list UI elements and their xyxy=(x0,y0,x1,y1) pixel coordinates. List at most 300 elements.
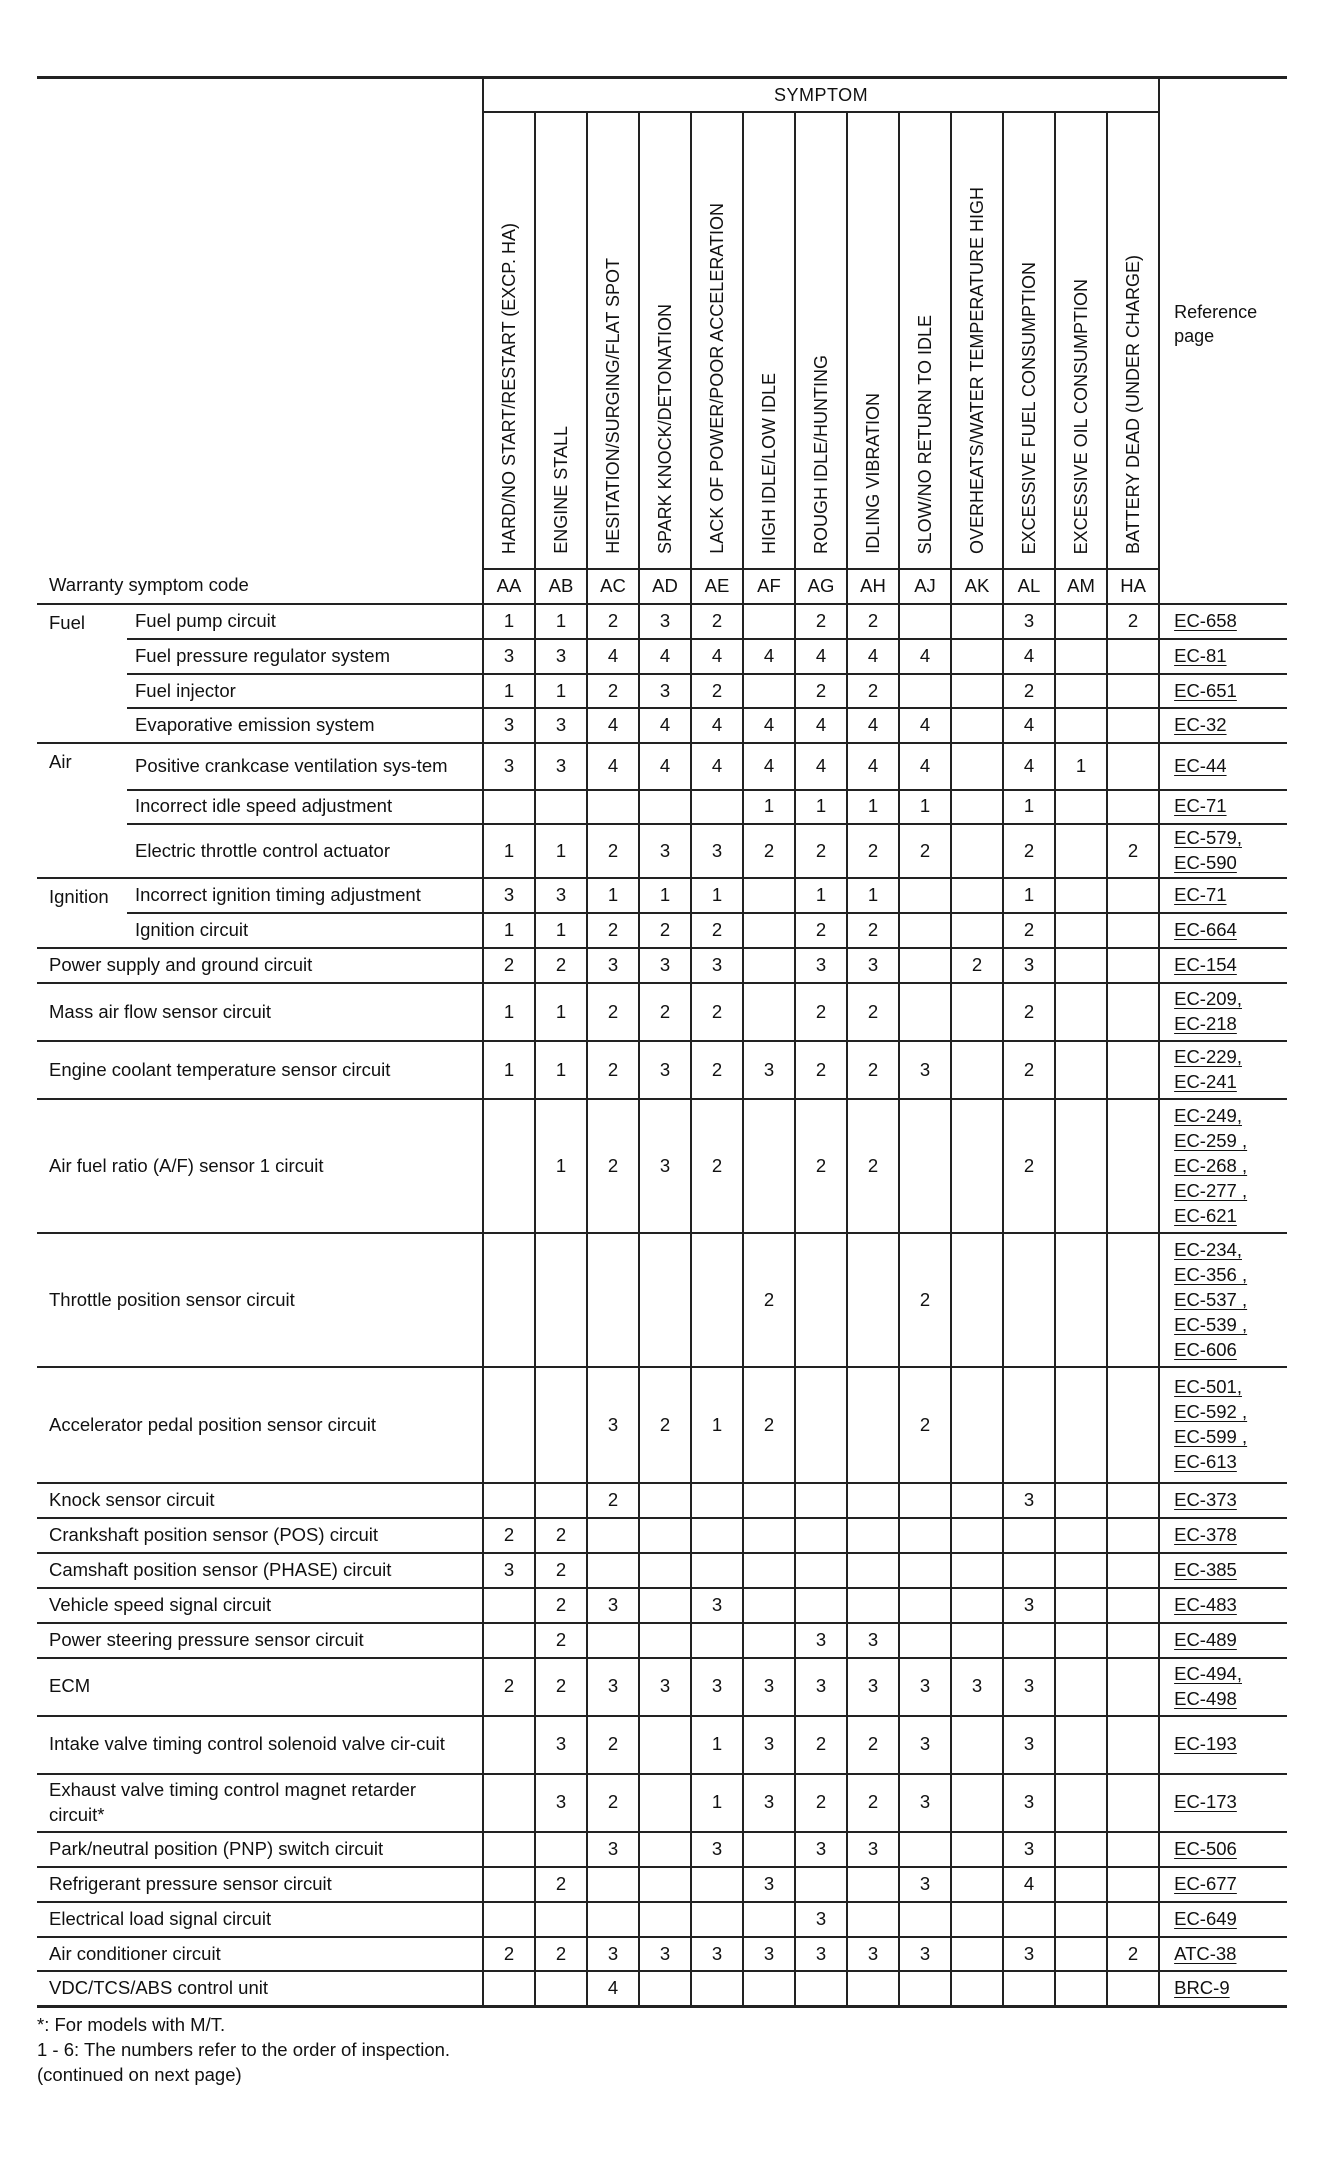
priority-cell: 4 xyxy=(587,639,639,674)
reference-cell xyxy=(1159,1774,1287,1832)
reference-cell xyxy=(1159,983,1287,1041)
reference-link[interactable]: EC-590 xyxy=(1174,852,1237,873)
priority-cell xyxy=(639,1832,691,1867)
priority-cell xyxy=(951,1367,1003,1483)
priority-cell: 2 xyxy=(847,1099,899,1233)
item-name: Positive crankcase ventilation sys-tem xyxy=(127,743,483,789)
table-row xyxy=(37,824,1287,879)
priority-cell: 3 xyxy=(899,1658,951,1716)
priority-cell xyxy=(483,1623,535,1658)
reference-link[interactable]: EC-677 xyxy=(1174,1872,1237,1894)
priority-cell: 3 xyxy=(535,1774,587,1832)
priority-cell xyxy=(1003,1623,1055,1658)
reference-cell xyxy=(1159,824,1287,879)
ref-blank xyxy=(1159,569,1287,604)
priority-cell xyxy=(743,1483,795,1518)
table-row xyxy=(37,1367,1287,1483)
priority-cell xyxy=(1107,1716,1159,1774)
priority-cell: 2 xyxy=(847,1716,899,1774)
priority-cell xyxy=(899,948,951,983)
priority-cell: 1 xyxy=(483,604,535,639)
priority-cell: 2 xyxy=(847,1041,899,1099)
priority-cell: 2 xyxy=(1003,1041,1055,1099)
reference-cell xyxy=(1159,913,1287,948)
priority-cell xyxy=(483,1483,535,1518)
priority-cell: 3 xyxy=(795,1658,847,1716)
priority-cell xyxy=(535,1483,587,1518)
priority-cell xyxy=(1107,1518,1159,1553)
priority-cell xyxy=(1107,1367,1159,1483)
priority-cell xyxy=(483,1902,535,1937)
priority-cell: 2 xyxy=(483,1518,535,1553)
reference-link[interactable]: BRC-9 xyxy=(1174,1977,1230,1999)
priority-cell xyxy=(587,790,639,824)
priority-cell: 2 xyxy=(1003,674,1055,709)
priority-cell xyxy=(795,1367,847,1483)
warranty-code: AG xyxy=(795,569,847,604)
priority-cell: 2 xyxy=(1107,1937,1159,1972)
reference-link[interactable]: EC-154 xyxy=(1174,954,1237,976)
priority-cell xyxy=(951,674,1003,709)
reference-cell xyxy=(1159,1658,1287,1716)
priority-cell xyxy=(1107,1099,1159,1233)
group-fuel: Fuel xyxy=(37,604,127,743)
priority-cell: 3 xyxy=(847,1832,899,1867)
table-row xyxy=(37,1623,1287,1658)
priority-cell: 1 xyxy=(847,878,899,913)
footnote-numbers: 1 - 6: The numbers refer to the order of inspection. xyxy=(37,2039,451,2060)
priority-cell: 3 xyxy=(639,1937,691,1972)
footnote-mt: *: For models with M/T. xyxy=(37,2014,226,2035)
priority-cell: 2 xyxy=(535,1658,587,1716)
priority-cell: 1 xyxy=(691,1367,743,1483)
table-row xyxy=(37,1937,1287,1972)
priority-cell xyxy=(951,1716,1003,1774)
table-row xyxy=(37,1099,1287,1233)
reference-link[interactable]: EC-241 xyxy=(1174,1071,1237,1093)
priority-cell xyxy=(899,1588,951,1623)
reference-link[interactable]: EC-373 xyxy=(1174,1489,1237,1511)
item-name: Incorrect idle speed adjustment xyxy=(127,790,483,824)
priority-cell: 3 xyxy=(535,878,587,913)
reference-cell xyxy=(1159,948,1287,983)
warranty-code: AB xyxy=(535,569,587,604)
symptom-col-11 xyxy=(1055,112,1107,569)
warranty-code: AK xyxy=(951,569,1003,604)
symptom-label: LACK OF POWER/POOR ACCELERATION xyxy=(706,203,727,554)
priority-cell xyxy=(535,790,587,824)
priority-cell xyxy=(639,1902,691,1937)
priority-cell xyxy=(691,1233,743,1367)
reference-cell xyxy=(1159,1233,1287,1367)
priority-cell: 2 xyxy=(587,1716,639,1774)
priority-cell: 2 xyxy=(847,913,899,948)
table-row xyxy=(37,790,1287,824)
priority-cell xyxy=(951,1971,1003,2006)
priority-cell xyxy=(1055,1099,1107,1233)
priority-cell: 3 xyxy=(691,1658,743,1716)
reference-link[interactable]: EC-81 xyxy=(1174,644,1227,666)
priority-cell xyxy=(1107,1623,1159,1658)
warranty-row xyxy=(37,569,1287,604)
priority-cell xyxy=(951,743,1003,789)
priority-cell: 2 xyxy=(587,824,639,879)
item-name: Air conditioner circuit xyxy=(37,1937,483,1972)
reference-link[interactable]: EC-385 xyxy=(1174,1559,1237,1581)
reference-cell xyxy=(1159,1971,1287,2006)
warranty-code: AC xyxy=(587,569,639,604)
priority-cell: 2 xyxy=(795,1099,847,1233)
priority-cell xyxy=(951,604,1003,639)
symptom-label: HARD/NO START/RESTART (EXCP. HA) xyxy=(498,222,519,554)
priority-cell: 2 xyxy=(691,913,743,948)
priority-cell: 2 xyxy=(743,824,795,879)
item-name: Exhaust valve timing control magnet retarder circuit* xyxy=(37,1774,483,1832)
priority-cell xyxy=(1107,639,1159,674)
priority-cell: 1 xyxy=(535,604,587,639)
reference-link[interactable]: EC-489 xyxy=(1174,1628,1237,1650)
table-row xyxy=(37,1832,1287,1867)
priority-cell xyxy=(535,1902,587,1937)
priority-cell xyxy=(1055,790,1107,824)
table-row xyxy=(37,1716,1287,1774)
reference-link[interactable]: EC-592 , xyxy=(1174,1401,1248,1423)
reference-cell xyxy=(1159,1623,1287,1658)
symptom-col-4 xyxy=(691,112,743,569)
priority-cell: 3 xyxy=(691,1588,743,1623)
priority-cell xyxy=(1055,1867,1107,1902)
priority-cell xyxy=(535,1832,587,1867)
priority-cell: 2 xyxy=(483,1658,535,1716)
priority-cell xyxy=(951,983,1003,1041)
priority-cell: 4 xyxy=(1003,743,1055,789)
symptom-col-1 xyxy=(535,112,587,569)
item-name: VDC/TCS/ABS control unit xyxy=(37,1971,483,2006)
priority-cell: 3 xyxy=(1003,1774,1055,1832)
priority-cell xyxy=(483,1971,535,2006)
priority-cell: 1 xyxy=(535,913,587,948)
priority-cell: 3 xyxy=(535,708,587,743)
priority-cell xyxy=(743,1553,795,1588)
priority-cell: 3 xyxy=(847,1623,899,1658)
priority-cell: 3 xyxy=(483,708,535,743)
symptom-label: ENGINE STALL xyxy=(550,426,571,554)
priority-cell: 2 xyxy=(535,1553,587,1588)
table-row xyxy=(37,1971,1287,2006)
item-name: Accelerator pedal position sensor circuit xyxy=(37,1367,483,1483)
reference-link[interactable]: EC-218 xyxy=(1174,1013,1237,1035)
priority-cell: 3 xyxy=(1003,1937,1055,1972)
priority-cell xyxy=(951,1233,1003,1367)
priority-cell xyxy=(1003,1553,1055,1588)
item-name: Electrical load signal circuit xyxy=(37,1902,483,1937)
priority-cell xyxy=(847,1233,899,1367)
priority-cell xyxy=(639,1553,691,1588)
priority-cell: 2 xyxy=(795,604,847,639)
priority-cell: 2 xyxy=(587,1099,639,1233)
table-row xyxy=(37,1041,1287,1099)
priority-cell xyxy=(795,1233,847,1367)
priority-cell: 3 xyxy=(1003,1832,1055,1867)
priority-cell xyxy=(1107,674,1159,709)
table-row xyxy=(37,983,1287,1041)
symptom-label: EXCESSIVE OIL CONSUMPTION xyxy=(1070,278,1091,554)
priority-cell: 3 xyxy=(1003,948,1055,983)
priority-cell xyxy=(691,790,743,824)
priority-cell: 3 xyxy=(691,1937,743,1972)
priority-cell: 1 xyxy=(535,1099,587,1233)
priority-cell: 1 xyxy=(691,1774,743,1832)
priority-cell xyxy=(951,1832,1003,1867)
priority-cell: 3 xyxy=(1003,1483,1055,1518)
priority-cell: 4 xyxy=(795,639,847,674)
reference-link[interactable]: EC-268 , xyxy=(1174,1154,1248,1176)
reference-link[interactable]: EC-664 xyxy=(1174,919,1237,941)
priority-cell xyxy=(535,1971,587,2006)
priority-cell: 4 xyxy=(587,708,639,743)
priority-cell xyxy=(639,790,691,824)
warranty-code: AA xyxy=(483,569,535,604)
priority-cell: 3 xyxy=(951,1658,1003,1716)
priority-cell: 3 xyxy=(899,1774,951,1832)
reference-link[interactable]: EC-606 xyxy=(1174,1338,1237,1360)
priority-cell: 4 xyxy=(795,743,847,789)
priority-cell: 3 xyxy=(639,824,691,879)
priority-cell: 4 xyxy=(847,639,899,674)
priority-cell: 1 xyxy=(691,1716,743,1774)
priority-cell xyxy=(1107,983,1159,1041)
reference-link[interactable]: EC-209, xyxy=(1174,988,1242,1010)
priority-cell xyxy=(587,1553,639,1588)
item-name: Electric throttle control actuator xyxy=(127,824,483,879)
warranty-label: Warranty symptom code xyxy=(37,569,483,604)
reference-link[interactable]: EC-651 xyxy=(1174,679,1237,701)
reference-link[interactable]: EC-613 xyxy=(1174,1451,1237,1473)
priority-cell: 2 xyxy=(847,983,899,1041)
reference-link[interactable]: EC-599 , xyxy=(1174,1426,1248,1448)
reference-link[interactable]: EC-356 , xyxy=(1174,1263,1248,1285)
reference-link[interactable]: EC-32 xyxy=(1174,714,1227,736)
priority-cell xyxy=(951,1623,1003,1658)
priority-cell xyxy=(483,1233,535,1367)
priority-cell xyxy=(743,1902,795,1937)
priority-cell: 2 xyxy=(847,824,899,879)
priority-cell xyxy=(1055,604,1107,639)
priority-cell: 1 xyxy=(795,878,847,913)
priority-cell xyxy=(639,1867,691,1902)
priority-cell: 4 xyxy=(1003,639,1055,674)
priority-cell xyxy=(743,604,795,639)
priority-cell xyxy=(743,1518,795,1553)
priority-cell: 3 xyxy=(587,1588,639,1623)
symptom-col-0 xyxy=(483,112,535,569)
priority-cell xyxy=(951,1774,1003,1832)
priority-cell: 4 xyxy=(691,743,743,789)
priority-cell xyxy=(1107,1971,1159,2006)
priority-cell: 3 xyxy=(587,1937,639,1972)
symptom-label: OVERHEATS/WATER TEMPERATURE HIGH xyxy=(966,186,987,554)
priority-cell xyxy=(899,1553,951,1588)
priority-cell: 3 xyxy=(483,639,535,674)
priority-cell xyxy=(1107,1867,1159,1902)
priority-cell xyxy=(1107,1553,1159,1588)
reference-link[interactable]: EC-658 xyxy=(1174,609,1237,631)
priority-cell xyxy=(639,1233,691,1367)
table-row xyxy=(37,878,1287,913)
priority-cell xyxy=(899,1623,951,1658)
priority-cell: 1 xyxy=(483,983,535,1041)
symptom-label: SPARK KNOCK/DETONATION xyxy=(654,303,675,554)
reference-link[interactable]: EC-498 xyxy=(1174,1687,1237,1709)
priority-cell: 1 xyxy=(535,1041,587,1099)
priority-cell: 4 xyxy=(1003,708,1055,743)
priority-cell: 4 xyxy=(743,639,795,674)
warranty-code: AE xyxy=(691,569,743,604)
item-name: Vehicle speed signal circuit xyxy=(37,1588,483,1623)
priority-cell: 2 xyxy=(483,948,535,983)
footnote-continued: (continued on next page) xyxy=(37,2064,242,2085)
footnotes xyxy=(37,2012,450,2087)
reference-link[interactable]: EC-234, xyxy=(1174,1238,1242,1260)
item-name: Power steering pressure sensor circuit xyxy=(37,1623,483,1658)
table-body xyxy=(37,569,1287,2007)
priority-cell: 1 xyxy=(535,824,587,879)
reference-link[interactable]: EC-229, xyxy=(1174,1046,1242,1068)
priority-cell xyxy=(847,1588,899,1623)
priority-cell xyxy=(1107,1041,1159,1099)
priority-cell: 4 xyxy=(899,639,951,674)
reference-cell xyxy=(1159,1937,1287,1972)
priority-cell: 3 xyxy=(587,948,639,983)
priority-cell: 1 xyxy=(743,790,795,824)
priority-cell xyxy=(899,1971,951,2006)
priority-cell: 3 xyxy=(847,1658,899,1716)
reference-link[interactable]: EC-494, xyxy=(1174,1662,1242,1684)
reference-link[interactable]: EC-259 , xyxy=(1174,1129,1248,1151)
priority-cell: 2 xyxy=(483,1937,535,1972)
priority-cell xyxy=(1055,1937,1107,1972)
reference-link[interactable]: EC-71 xyxy=(1174,795,1227,817)
priority-cell xyxy=(483,1832,535,1867)
table-row xyxy=(37,1518,1287,1553)
priority-cell: 2 xyxy=(795,913,847,948)
priority-cell xyxy=(951,1483,1003,1518)
reference-cell xyxy=(1159,1832,1287,1867)
priority-cell xyxy=(1107,1902,1159,1937)
priority-cell: 3 xyxy=(847,1937,899,1972)
priority-cell xyxy=(691,1971,743,2006)
priority-cell: 2 xyxy=(587,1774,639,1832)
reference-link[interactable]: EC-539 , xyxy=(1174,1313,1248,1335)
reference-link[interactable]: ATC-38 xyxy=(1174,1942,1237,1964)
reference-cell xyxy=(1159,743,1287,789)
priority-cell: 4 xyxy=(743,708,795,743)
reference-link[interactable]: EC-501, xyxy=(1174,1376,1242,1398)
symptom-col-12 xyxy=(1107,112,1159,569)
priority-cell: 2 xyxy=(535,1937,587,1972)
priority-cell: 4 xyxy=(691,639,743,674)
priority-cell xyxy=(1055,824,1107,879)
priority-cell: 4 xyxy=(899,708,951,743)
warranty-code: AD xyxy=(639,569,691,604)
priority-cell xyxy=(639,1716,691,1774)
priority-cell: 3 xyxy=(483,743,535,789)
reference-link[interactable]: EC-621 xyxy=(1174,1204,1237,1226)
priority-cell xyxy=(483,790,535,824)
priority-cell xyxy=(1003,1902,1055,1937)
reference-cell xyxy=(1159,878,1287,913)
priority-cell xyxy=(1107,1483,1159,1518)
warranty-code: HA xyxy=(1107,569,1159,604)
priority-cell xyxy=(951,913,1003,948)
priority-cell: 2 xyxy=(847,1774,899,1832)
priority-cell xyxy=(951,1937,1003,1972)
priority-cell xyxy=(1055,1041,1107,1099)
reference-link[interactable]: EC-277 , xyxy=(1174,1179,1248,1201)
reference-link[interactable]: EC-506 xyxy=(1174,1837,1237,1859)
priority-cell: 2 xyxy=(535,1588,587,1623)
reference-link[interactable]: EC-71 xyxy=(1174,884,1227,906)
item-name: Knock sensor circuit xyxy=(37,1483,483,1518)
symptom-col-6 xyxy=(795,112,847,569)
priority-cell: 1 xyxy=(847,790,899,824)
priority-cell: 2 xyxy=(691,604,743,639)
priority-cell xyxy=(951,639,1003,674)
priority-cell xyxy=(743,1588,795,1623)
priority-cell xyxy=(483,1367,535,1483)
table-row xyxy=(37,1902,1287,1937)
priority-cell xyxy=(951,824,1003,879)
reference-link[interactable]: EC-193 xyxy=(1174,1733,1237,1755)
reference-cell xyxy=(1159,604,1287,639)
priority-cell: 1 xyxy=(1003,790,1055,824)
priority-cell xyxy=(951,1518,1003,1553)
item-name: ECM xyxy=(37,1658,483,1716)
reference-cell xyxy=(1159,708,1287,743)
reference-cell xyxy=(1159,1367,1287,1483)
priority-cell: 2 xyxy=(743,1233,795,1367)
priority-cell xyxy=(899,1099,951,1233)
priority-cell: 3 xyxy=(795,1902,847,1937)
priority-cell: 3 xyxy=(743,1867,795,1902)
reference-link[interactable]: EC-173 xyxy=(1174,1791,1237,1813)
reference-link[interactable]: EC-649 xyxy=(1174,1907,1237,1929)
priority-cell xyxy=(639,1483,691,1518)
reference-link[interactable]: EC-249, xyxy=(1174,1104,1242,1126)
priority-cell xyxy=(691,1902,743,1937)
priority-cell: 2 xyxy=(639,913,691,948)
priority-cell xyxy=(899,604,951,639)
priority-cell xyxy=(899,1832,951,1867)
reference-link[interactable]: EC-537 , xyxy=(1174,1288,1248,1310)
priority-cell xyxy=(847,1483,899,1518)
item-name: Refrigerant pressure sensor circuit xyxy=(37,1867,483,1902)
priority-cell xyxy=(639,1971,691,2006)
priority-cell xyxy=(899,1483,951,1518)
table-row xyxy=(37,674,1287,709)
reference-link[interactable]: EC-44 xyxy=(1174,755,1227,777)
table-row xyxy=(37,1658,1287,1716)
reference-link[interactable]: EC-378 xyxy=(1174,1524,1237,1546)
priority-cell: 3 xyxy=(691,948,743,983)
priority-cell xyxy=(691,1867,743,1902)
reference-link[interactable]: EC-579, xyxy=(1174,827,1242,849)
priority-cell: 1 xyxy=(483,674,535,709)
symptom-label: IDLING VIBRATION xyxy=(862,393,883,554)
priority-cell xyxy=(587,1623,639,1658)
priority-cell: 3 xyxy=(639,674,691,709)
reference-link[interactable]: EC-483 xyxy=(1174,1593,1237,1615)
